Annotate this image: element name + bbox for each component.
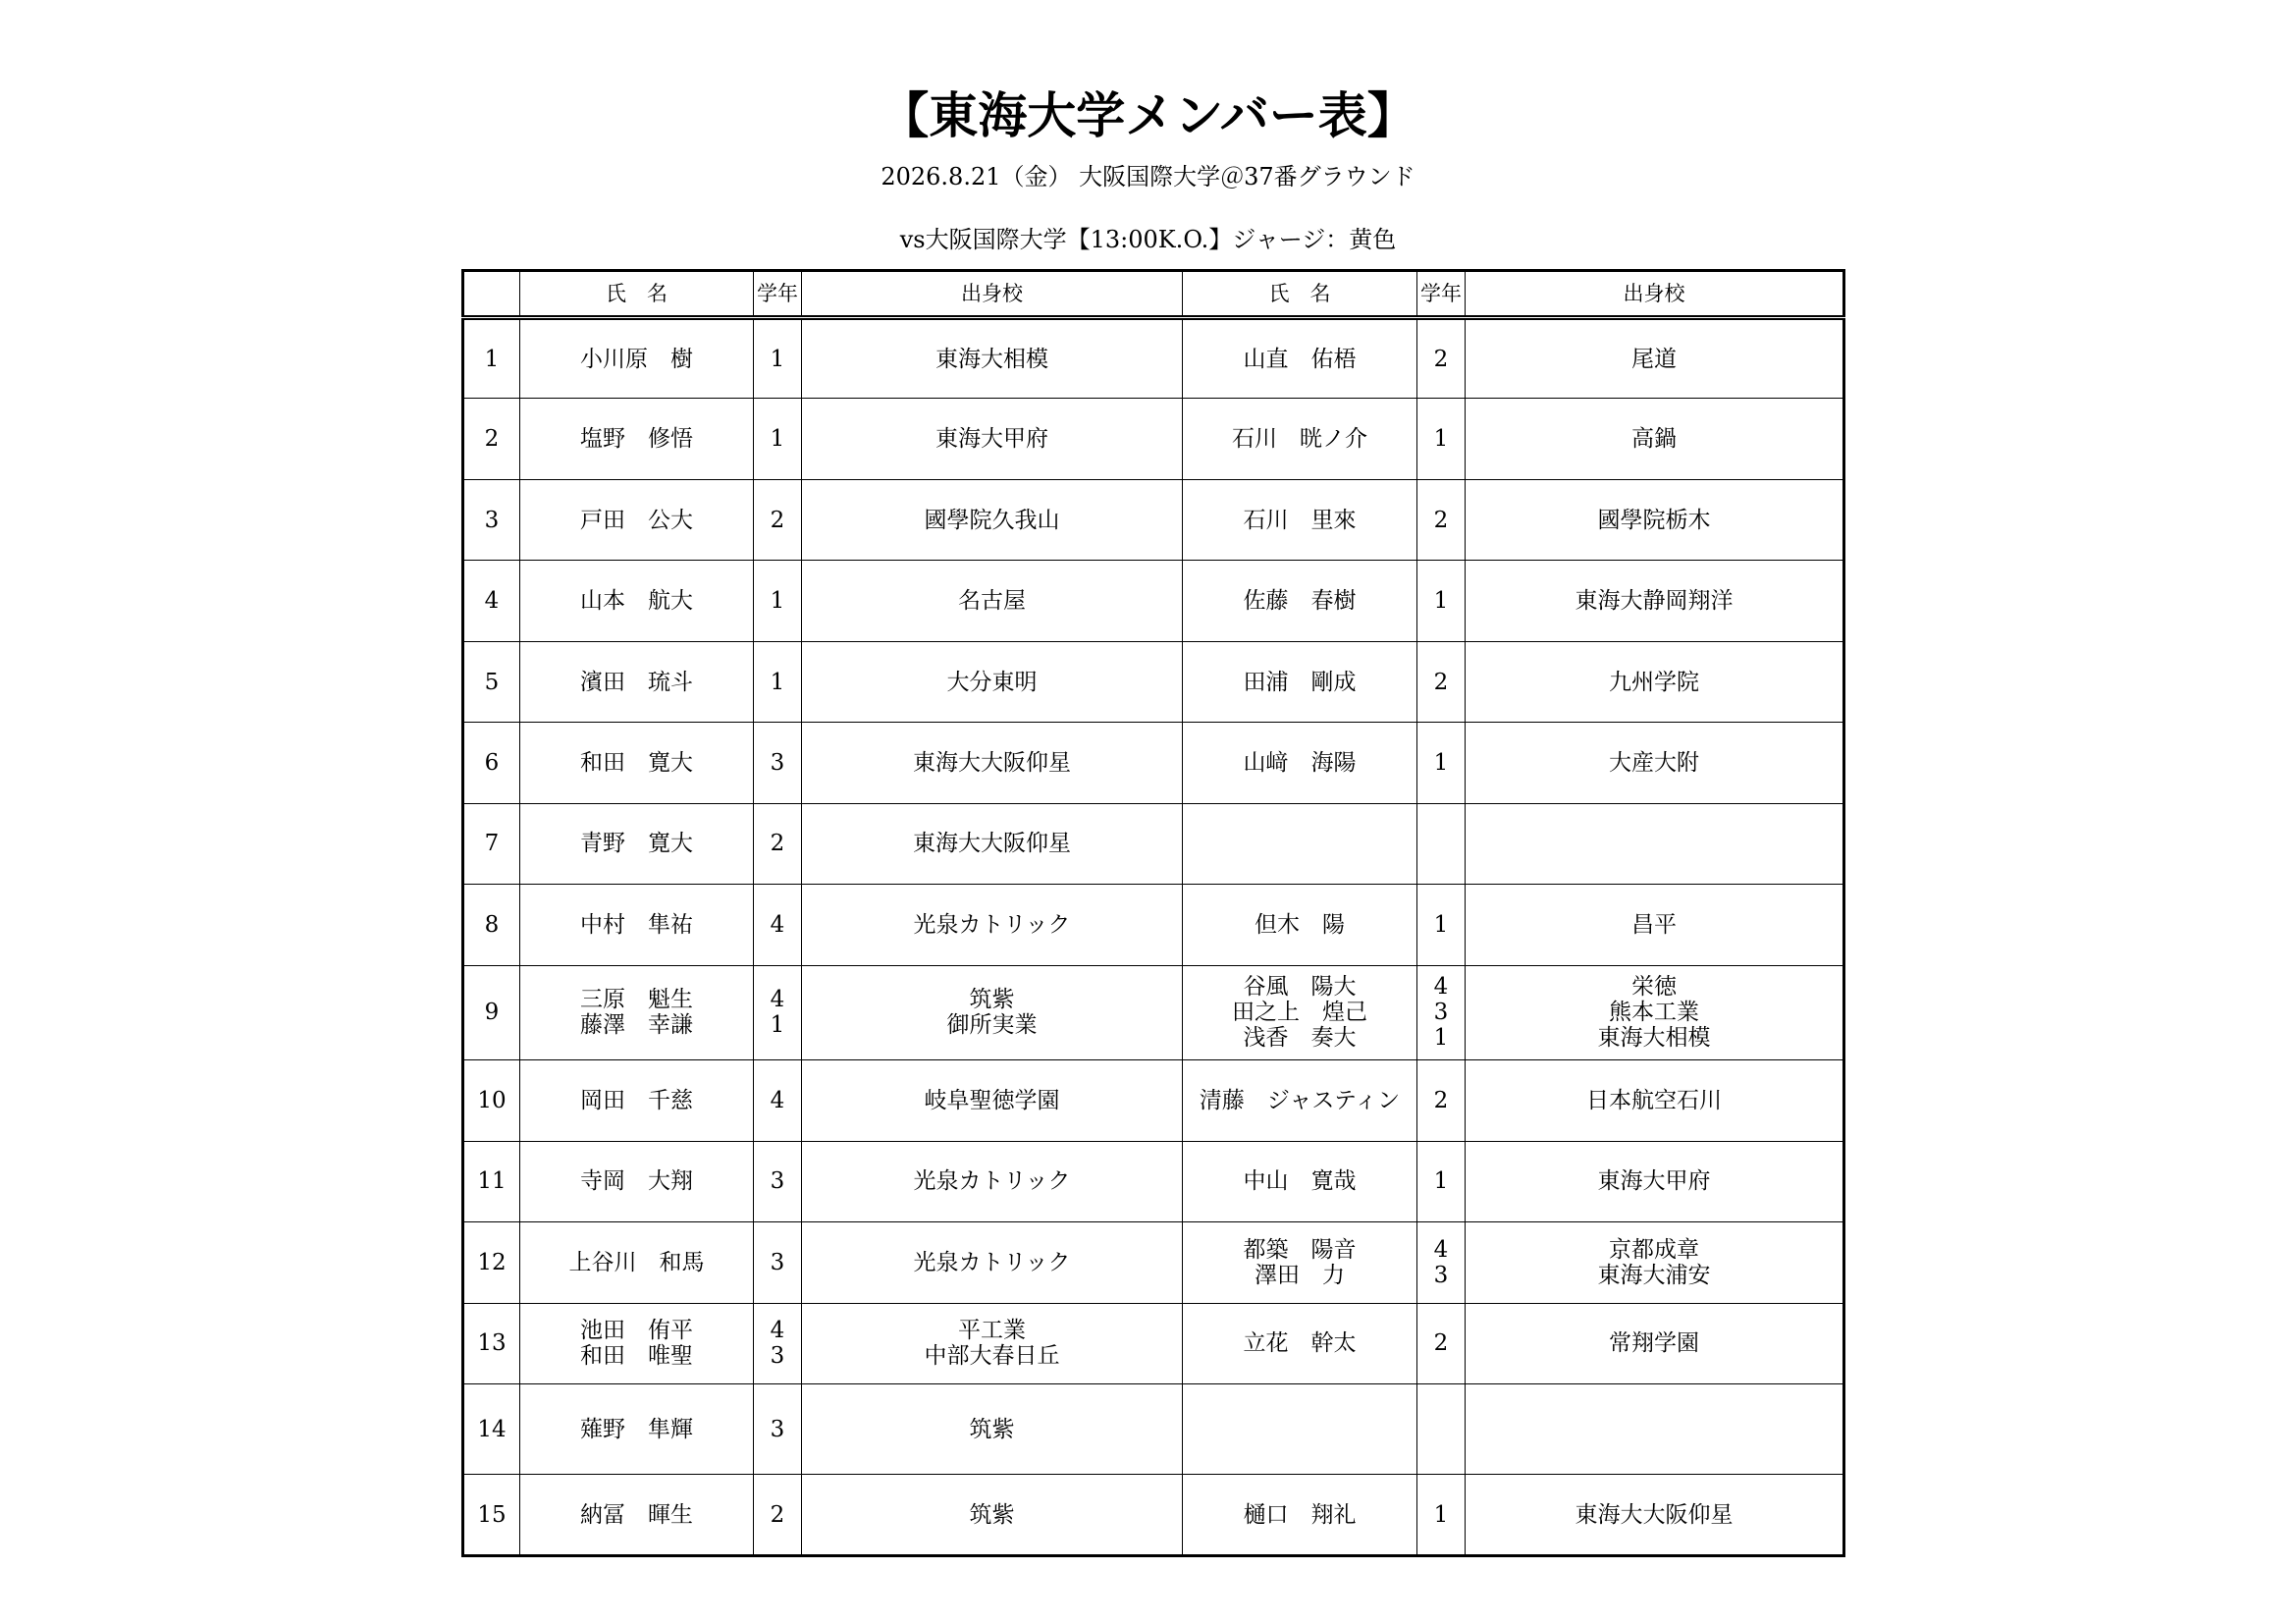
reserve-school-cell — [1466, 561, 1844, 641]
reserve-name-cell — [1183, 1141, 1417, 1221]
starter-name: 戸田 公大 — [580, 507, 693, 533]
starter-name: 和田 唯聖 — [580, 1343, 693, 1370]
reserve-name-cell — [1183, 479, 1417, 560]
reserve-grade-cell — [1417, 318, 1466, 399]
reserve-school: 東海大大阪仰星 — [1575, 1501, 1734, 1528]
reserve-school: 常翔学園 — [1609, 1330, 1699, 1357]
reserve-name-cell — [1183, 1475, 1417, 1556]
header-school-b: 出身校 — [1466, 271, 1844, 318]
starter-name-cell — [520, 561, 754, 641]
reserve-name-cell — [1183, 1222, 1417, 1303]
row-number: 8 — [463, 885, 520, 965]
reserve-grade-cell — [1417, 723, 1466, 803]
reserve-school: 尾道 — [1631, 346, 1677, 372]
starter-name-cell — [520, 1141, 754, 1221]
starter-name-cell — [520, 803, 754, 884]
reserve-school: 栄徳 — [1631, 974, 1677, 1001]
row-number: 2 — [463, 399, 520, 479]
starter-school-cell — [802, 399, 1183, 479]
starter-school-cell — [802, 318, 1183, 399]
table-row — [463, 641, 1844, 722]
starter-grade: 2 — [770, 1501, 785, 1528]
reserve-name-cell — [1183, 641, 1417, 722]
reserve-name: 田浦 剛成 — [1243, 669, 1357, 695]
starter-grade-cell — [754, 479, 802, 560]
table-row — [463, 1303, 1844, 1383]
starter-school: 光泉カトリック — [913, 1168, 1071, 1195]
header-name-a: 氏 名 — [520, 271, 754, 318]
starter-school: 東海大大阪仰星 — [913, 749, 1071, 776]
reserve-grade: 1 — [1433, 749, 1449, 776]
starter-grade: 3 — [770, 1416, 785, 1442]
reserve-school: 熊本工業 — [1609, 1000, 1699, 1026]
row-number: 6 — [463, 723, 520, 803]
table-row — [463, 1060, 1844, 1141]
reserve-name: 立花 幹太 — [1243, 1330, 1357, 1357]
reserve-grade: 2 — [1433, 1330, 1449, 1357]
reserve-name-cell — [1183, 1060, 1417, 1141]
starter-grade-cell — [754, 1475, 802, 1556]
starter-name-cell — [520, 1222, 754, 1303]
starter-name: 中村 隼祐 — [580, 911, 693, 938]
table-row — [463, 885, 1844, 965]
reserve-name: 清藤 ジャスティン — [1199, 1087, 1401, 1113]
starter-name: 濱田 琉斗 — [580, 669, 693, 695]
starter-name-cell — [520, 885, 754, 965]
reserve-name-cell — [1183, 885, 1417, 965]
starter-school-cell — [802, 1303, 1183, 1383]
starter-name: 上谷川 和馬 — [568, 1249, 705, 1275]
table-row — [463, 803, 1844, 884]
row-number: 3 — [463, 479, 520, 560]
reserve-name: 石川 晄ノ介 — [1232, 426, 1367, 453]
starter-grade: 4 — [770, 1087, 785, 1113]
table-row — [463, 723, 1844, 803]
starter-school: 平工業 — [958, 1318, 1026, 1344]
row-number: 11 — [463, 1141, 520, 1221]
starter-name: 寺岡 大翔 — [580, 1168, 693, 1195]
starter-name: 薙野 隼輝 — [580, 1416, 693, 1442]
starter-school: 名古屋 — [958, 588, 1026, 615]
starter-grade: 3 — [770, 1343, 785, 1370]
reserve-school-cell — [1466, 723, 1844, 803]
reserve-grade: 2 — [1433, 669, 1449, 695]
reserve-school-cell — [1466, 399, 1844, 479]
starter-grade: 2 — [770, 507, 785, 533]
reserve-name: 都築 陽音 — [1243, 1236, 1357, 1263]
starter-grade-cell — [754, 1222, 802, 1303]
starter-grade-cell — [754, 1383, 802, 1475]
starter-school: 國學院久我山 — [924, 507, 1060, 533]
starter-grade-cell — [754, 399, 802, 479]
reserve-grade-cell — [1417, 1475, 1466, 1556]
starter-name-cell — [520, 1060, 754, 1141]
reserve-grade-cell — [1417, 885, 1466, 965]
starter-grade: 4 — [770, 987, 785, 1013]
member-table — [461, 269, 1845, 1557]
reserve-grade: 1 — [1433, 588, 1449, 615]
reserve-name: 石川 里來 — [1243, 507, 1357, 533]
reserve-grade: 1 — [1433, 1168, 1449, 1195]
starter-name-cell — [520, 641, 754, 722]
starter-grade-cell — [754, 803, 802, 884]
reserve-grade: 4 — [1433, 974, 1449, 1001]
starter-name-cell — [520, 479, 754, 560]
reserve-school-cell — [1466, 318, 1844, 399]
reserve-grade: 1 — [1433, 426, 1449, 453]
reserve-grade: 4 — [1433, 1236, 1449, 1263]
starter-grade-cell — [754, 561, 802, 641]
match-date-venue: 2026.8.21（金） 大阪国際大学＠37番グラウンド — [881, 163, 1415, 190]
reserve-grade-cell — [1417, 479, 1466, 560]
row-number: 9 — [463, 965, 520, 1060]
table-row — [463, 965, 1844, 1060]
starter-school-cell — [802, 965, 1183, 1060]
starter-school: 東海大相模 — [935, 346, 1048, 372]
header-grade-b: 学年 — [1417, 271, 1466, 318]
reserve-name: 但木 陽 — [1255, 911, 1345, 938]
reserve-school-cell — [1466, 965, 1844, 1060]
starter-grade: 4 — [770, 1318, 785, 1344]
reserve-grade: 1 — [1433, 911, 1449, 938]
starter-grade-cell — [754, 965, 802, 1060]
reserve-grade-cell — [1417, 1303, 1466, 1383]
reserve-school-cell — [1466, 803, 1844, 884]
table-body — [463, 318, 1844, 1556]
starter-grade-cell — [754, 318, 802, 399]
starter-school: 光泉カトリック — [913, 911, 1071, 938]
starter-school: 筑紫 — [969, 1416, 1015, 1442]
reserve-grade-cell — [1417, 399, 1466, 479]
reserve-name: 佐藤 春樹 — [1243, 588, 1357, 615]
reserve-name-cell — [1183, 803, 1417, 884]
row-number: 1 — [463, 318, 520, 399]
reserve-school: 高鍋 — [1631, 426, 1677, 453]
reserve-grade-cell — [1417, 1222, 1466, 1303]
table-row — [463, 318, 1844, 399]
reserve-grade: 2 — [1433, 1087, 1449, 1113]
header-school-a: 出身校 — [802, 271, 1183, 318]
reserve-name-cell — [1183, 1303, 1417, 1383]
starter-grade-cell — [754, 641, 802, 722]
starter-name: 岡田 千慈 — [580, 1087, 693, 1113]
starter-school-cell — [802, 1383, 1183, 1475]
reserve-name-cell — [1183, 965, 1417, 1060]
starter-grade: 3 — [770, 1249, 785, 1275]
starter-school-cell — [802, 885, 1183, 965]
reserve-name: 谷風 陽大 — [1243, 974, 1357, 1001]
reserve-name-cell — [1183, 1383, 1417, 1475]
reserve-name: 山直 佑梧 — [1243, 346, 1357, 372]
starter-name: 青野 寛大 — [580, 831, 693, 857]
table-row — [463, 1141, 1844, 1221]
reserve-school: 九州学院 — [1609, 669, 1699, 695]
reserve-grade-cell — [1417, 1141, 1466, 1221]
starter-name-cell — [520, 965, 754, 1060]
reserve-grade-cell — [1417, 641, 1466, 722]
starter-grade-cell — [754, 723, 802, 803]
reserve-name-cell — [1183, 399, 1417, 479]
starter-school-cell — [802, 723, 1183, 803]
reserve-grade: 1 — [1433, 1025, 1449, 1052]
starter-name: 和田 寛大 — [580, 749, 693, 776]
reserve-name: 中山 寛哉 — [1243, 1168, 1357, 1195]
reserve-grade-cell — [1417, 803, 1466, 884]
starter-name-cell — [520, 723, 754, 803]
match-info: vs大阪国際大学【13:00K.O.】ジャージ：黄色 — [899, 226, 1397, 253]
table-row — [463, 1383, 1844, 1475]
reserve-school: 國學院栃木 — [1597, 507, 1711, 533]
starter-school-cell — [802, 1222, 1183, 1303]
reserve-grade-cell — [1417, 561, 1466, 641]
row-number: 10 — [463, 1060, 520, 1141]
reserve-school: 東海大相模 — [1597, 1025, 1711, 1052]
reserve-name: 澤田 力 — [1255, 1262, 1345, 1288]
reserve-school: 東海大浦安 — [1597, 1262, 1711, 1288]
starter-name: 納冨 暉生 — [580, 1501, 693, 1528]
reserve-school: 東海大静岡翔洋 — [1575, 588, 1734, 615]
starter-school-cell — [802, 561, 1183, 641]
starter-name: 小川原 樹 — [580, 346, 693, 372]
reserve-grade-cell — [1417, 1060, 1466, 1141]
starter-grade: 1 — [770, 426, 785, 453]
row-number: 7 — [463, 803, 520, 884]
row-number: 15 — [463, 1475, 520, 1556]
starter-school: 御所実業 — [946, 1012, 1038, 1039]
reserve-grade: 1 — [1433, 1501, 1449, 1528]
reserve-name: 浅香 奏大 — [1243, 1025, 1357, 1052]
reserve-school-cell — [1466, 1141, 1844, 1221]
starter-school: 中部大春日丘 — [924, 1343, 1060, 1370]
reserve-name-cell — [1183, 561, 1417, 641]
starter-name-cell — [520, 318, 754, 399]
starter-school: 東海大大阪仰星 — [913, 831, 1071, 857]
header-name-b: 氏 名 — [1183, 271, 1417, 318]
reserve-grade: 2 — [1433, 507, 1449, 533]
starter-school: 光泉カトリック — [913, 1249, 1071, 1275]
row-number: 12 — [463, 1222, 520, 1303]
table-row — [463, 1475, 1844, 1556]
starter-school-cell — [802, 1475, 1183, 1556]
starter-school-cell — [802, 1060, 1183, 1141]
starter-grade: 3 — [770, 749, 785, 776]
starter-name: 藤澤 幸謙 — [580, 1012, 693, 1039]
starter-grade-cell — [754, 1060, 802, 1141]
starter-school: 東海大甲府 — [935, 426, 1048, 453]
table-row — [463, 1222, 1844, 1303]
header-number — [463, 271, 520, 318]
reserve-school-cell — [1466, 1222, 1844, 1303]
reserve-grade-cell — [1417, 965, 1466, 1060]
starter-grade: 4 — [770, 911, 785, 938]
reserve-grade: 2 — [1433, 346, 1449, 372]
starter-name: 山本 航大 — [580, 588, 693, 615]
row-number: 14 — [463, 1383, 520, 1475]
starter-grade: 1 — [770, 1012, 785, 1039]
starter-name-cell — [520, 1303, 754, 1383]
starter-grade-cell — [754, 885, 802, 965]
reserve-name: 樋口 翔礼 — [1243, 1501, 1357, 1528]
reserve-name-cell — [1183, 723, 1417, 803]
header-grade-a: 学年 — [754, 271, 802, 318]
reserve-school: 東海大甲府 — [1597, 1168, 1711, 1195]
reserve-school: 日本航空石川 — [1586, 1087, 1722, 1113]
starter-school: 岐阜聖徳学園 — [924, 1087, 1060, 1113]
table-row — [463, 399, 1844, 479]
reserve-school-cell — [1466, 1060, 1844, 1141]
reserve-name-cell — [1183, 318, 1417, 399]
starter-grade-cell — [754, 1141, 802, 1221]
reserve-grade-cell — [1417, 1383, 1466, 1475]
starter-grade: 1 — [770, 669, 785, 695]
reserve-school-cell — [1466, 479, 1844, 560]
reserve-school-cell — [1466, 1303, 1844, 1383]
reserve-grade: 3 — [1433, 1000, 1449, 1026]
reserve-school-cell — [1466, 1383, 1844, 1475]
table-row — [463, 479, 1844, 560]
starter-grade: 1 — [770, 588, 785, 615]
table-row — [463, 561, 1844, 641]
starter-name: 塩野 修悟 — [580, 426, 693, 453]
starter-school-cell — [802, 641, 1183, 722]
starter-school-cell — [802, 479, 1183, 560]
reserve-school: 昌平 — [1631, 911, 1677, 938]
starter-name-cell — [520, 399, 754, 479]
reserve-name: 田之上 煌己 — [1232, 1000, 1367, 1026]
starter-name: 三原 魁生 — [580, 987, 693, 1013]
starter-school: 筑紫 — [969, 1501, 1015, 1528]
reserve-school: 京都成章 — [1609, 1236, 1699, 1263]
table-header-row — [463, 271, 1844, 318]
starter-school: 筑紫 — [969, 987, 1015, 1013]
reserve-school-cell — [1466, 1475, 1844, 1556]
starter-school: 大分東明 — [946, 669, 1038, 695]
reserve-name: 山﨑 海陽 — [1243, 749, 1357, 776]
starter-grade: 2 — [770, 831, 785, 857]
starter-name-cell — [520, 1383, 754, 1475]
row-number: 13 — [463, 1303, 520, 1383]
page-title: 【東海大学メンバー表】 — [880, 86, 1416, 144]
row-number: 4 — [463, 561, 520, 641]
row-number: 5 — [463, 641, 520, 722]
starter-grade: 3 — [770, 1168, 785, 1195]
reserve-school-cell — [1466, 885, 1844, 965]
reserve-grade: 3 — [1433, 1262, 1449, 1288]
starter-school-cell — [802, 1141, 1183, 1221]
reserve-school-cell — [1466, 641, 1844, 722]
reserve-school: 大産大附 — [1609, 749, 1699, 776]
starter-school-cell — [802, 803, 1183, 884]
starter-grade: 1 — [770, 346, 785, 372]
starter-name-cell — [520, 1475, 754, 1556]
starter-name: 池田 侑平 — [580, 1318, 693, 1344]
starter-grade-cell — [754, 1303, 802, 1383]
